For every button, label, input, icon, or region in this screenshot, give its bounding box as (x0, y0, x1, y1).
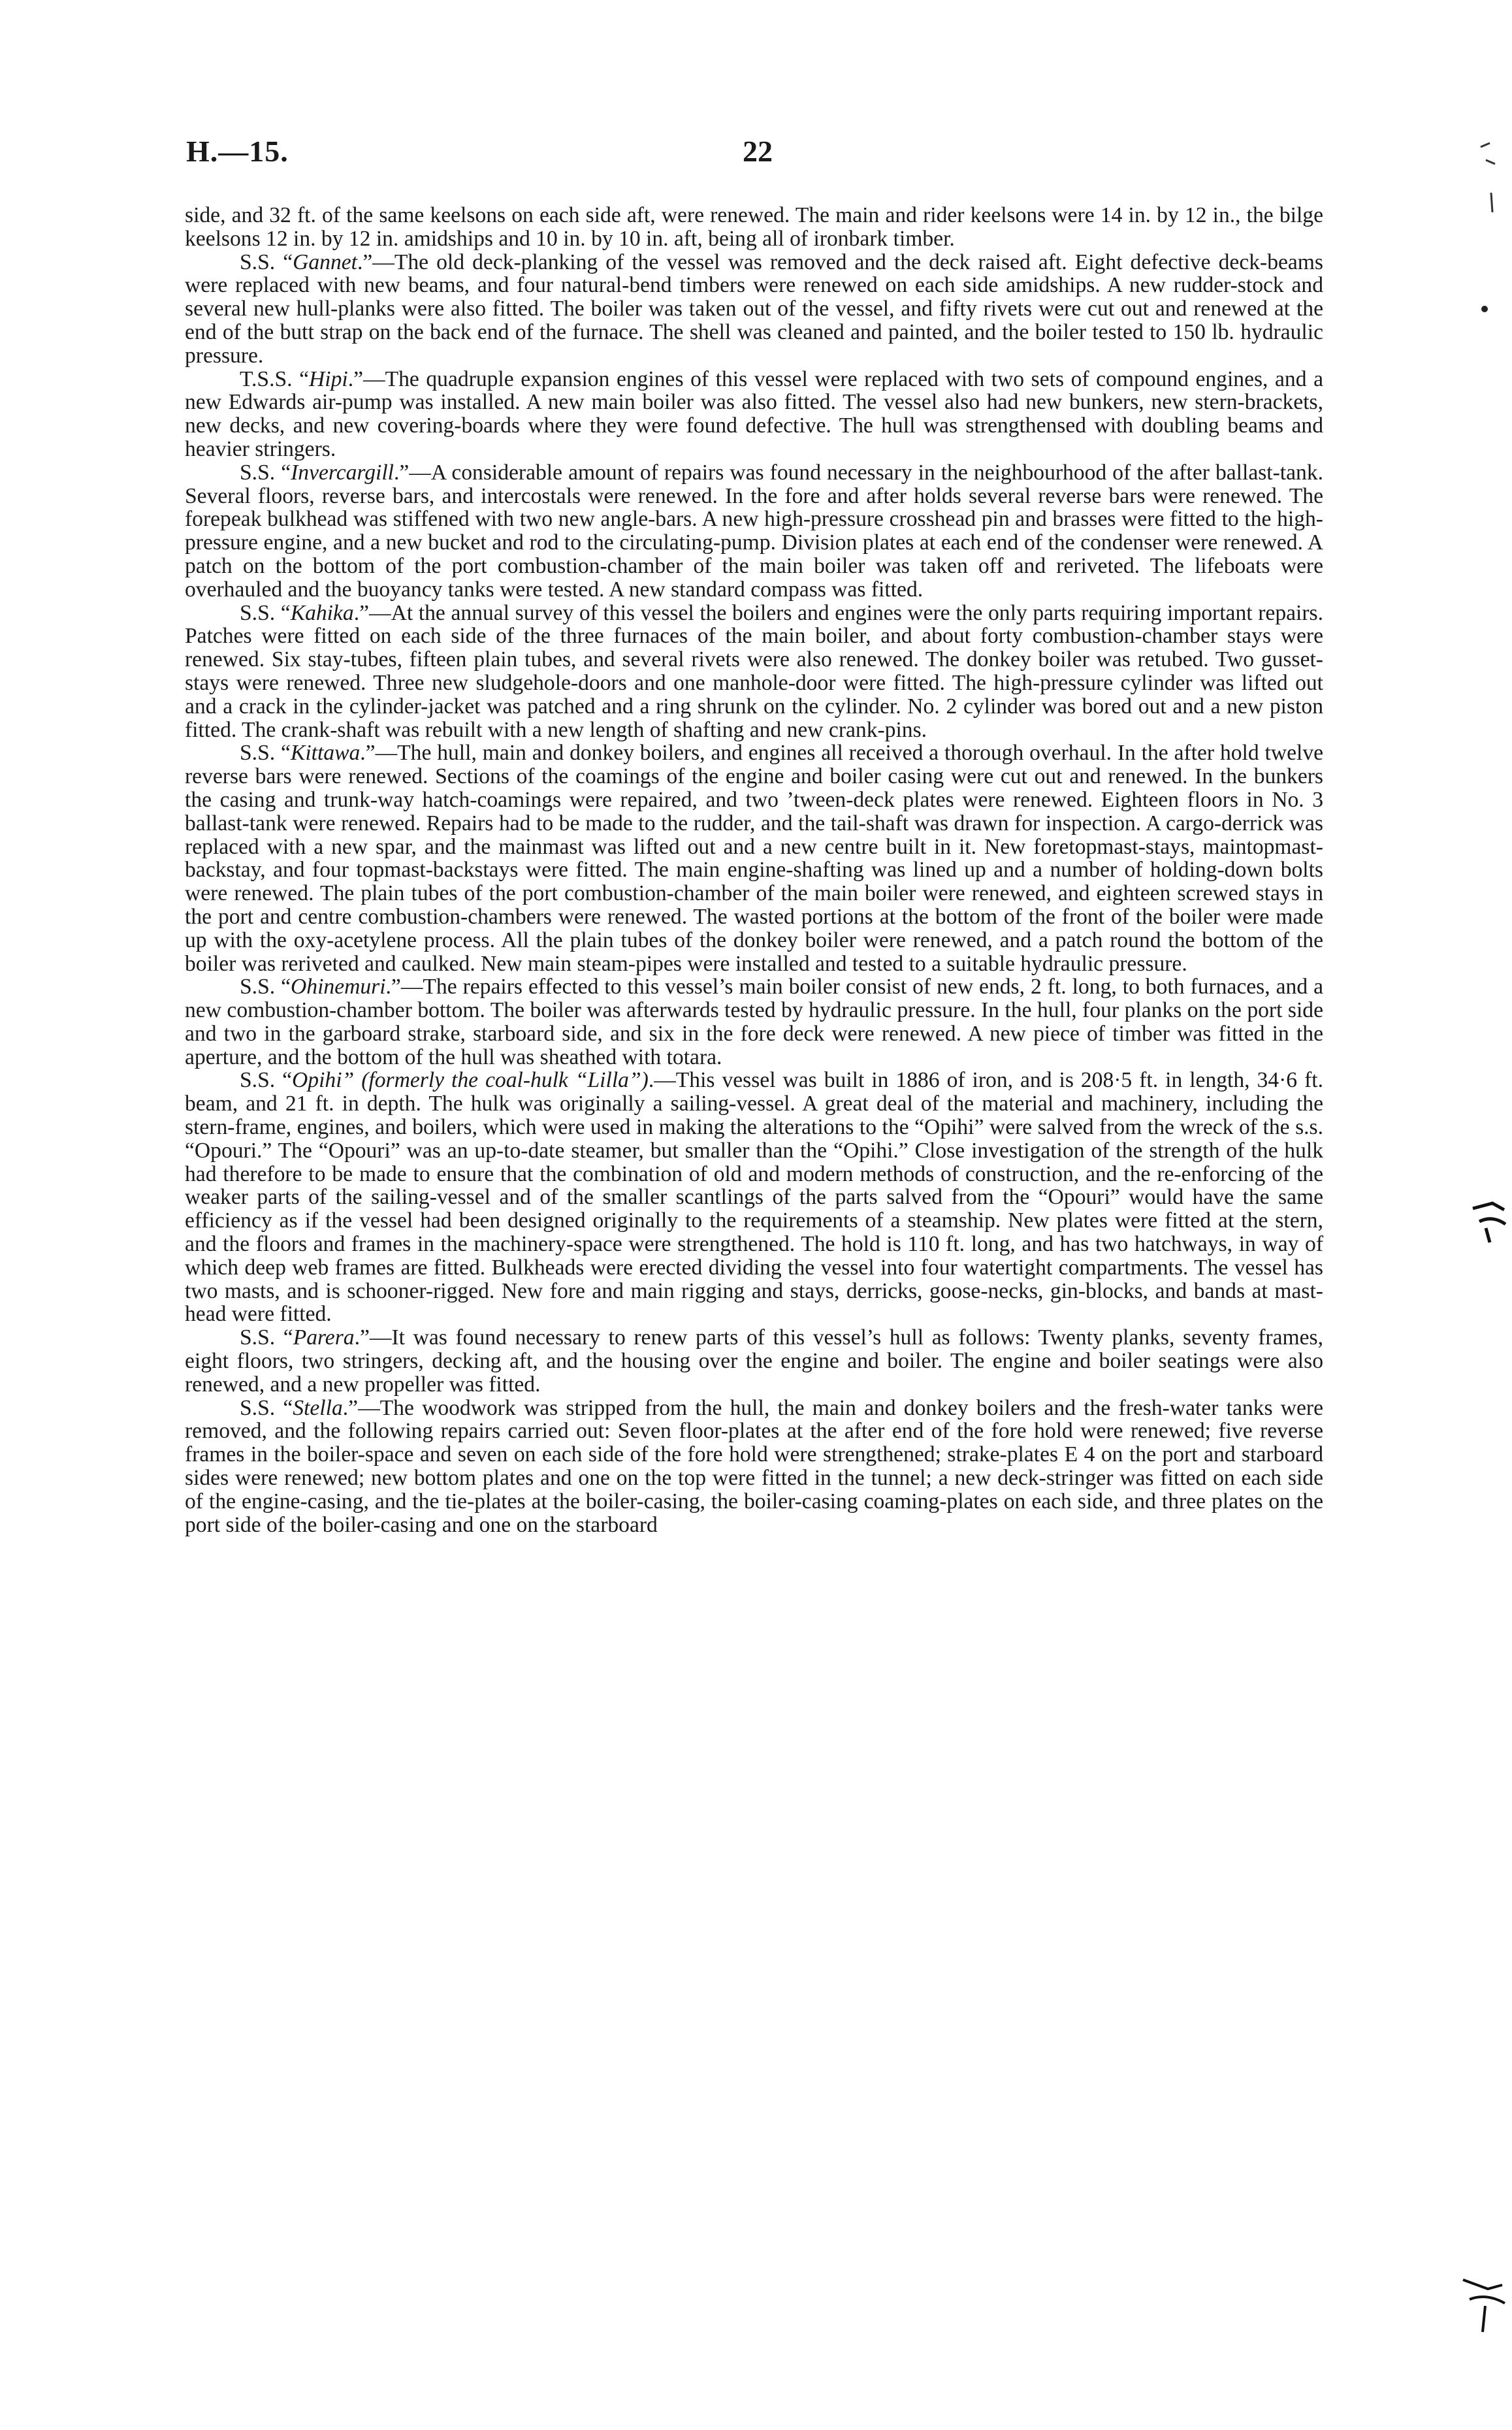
vessel-prefix: T.S.S. “ (240, 366, 310, 391)
vessel-prefix: S.S. “ (240, 975, 291, 999)
vessel-prefix: S.S. “ (240, 1325, 293, 1350)
paragraph-text: side, and 32 ft. of the same keelsons on each side aft, were renewed. The main and rider keelsons were 14 in. by 12 in., the bilge keelsons 12 in. by 12 in. amidships and 10 in. by 10 in. aft, being all of ironbark timber. (185, 203, 1323, 251)
vessel-name: Kahika (290, 600, 354, 625)
vessel-name: Gannet (293, 250, 357, 274)
paragraph-ohinemuri (185, 975, 1323, 1069)
paragraph-text: .—This vessel was built in 1886 of iron, and is 208·5 ft. in length, 34·6 ft. beam, and 21 ft. in depth. The hulk was originally a sailing-vessel. A great deal of the material and machinery, including the stern-frame, engines, and boilers, which were used in making the alterations to the “Opihi” were salved from the wreck of the s.s. “Opouri.” The “Opouri” was an up-to-date steamer, but smaller than the “Opihi.” Close investigation of the strength of the hulk had therefore to be made to ensure that the combination of old and modern methods of construction, and the re-enforcing of the weaker parts of the sailing-vessel and of the smaller scantlings of the parts salved from the “Opouri” would have the same efficiency as if the vessel had been designed originally to the requirements of a steamship. New plates were fitted at the stern, and the floors and frames in the machinery-space were strengthened. The hold is 110 ft. long, and has two hatchways, in way of which deep web frames are fitted. Bulkheads were erected dividing the vessel into four watertight compartments. The vessel has two masts, and is schooner-rigged. New fore and main rigging and stays, derricks, goose-necks, gin-blocks, and bands at mast-head were fitted. (185, 1068, 1323, 1327)
paragraph-kahika (185, 602, 1323, 742)
vessel-name: Ohinemuri (291, 975, 386, 999)
paragraph-text: .”—A considerable amount of repairs was found necessary in the neighbourhood of the after ballast-tank. Several floors, reverse bars, and intercostals were renewed. In the fore and after holds several reverse bars were renewed. The forepeak bulkhead was stiffened with two new angle-bars. A new high-pressure crosshead pin and brasses were fitted to the high-pressure engine, and a new bucket and rod to the circulating-pump. Division plates at each end of the condenser were renewed. A patch on the bottom of the port combustion-chamber of the main boiler was taken off and reriveted. The lifeboats were overhauled and the buoyancy tanks were tested. A new standard compass was fitted. (185, 460, 1324, 602)
scan-mark-bottom-right (1456, 2260, 1512, 2345)
paragraph-text: .”—At the annual survey of this vessel the boilers and engines were the only parts requiring important repairs. Patches were fitted on each side of the three furnaces of the main boiler, and about forty combustion-chamber stays were renewed. Six stay-tubes, fifteen plain tubes, and several rivets were also renewed. The donkey boiler was retubed. Two gusset-stays were renewed. Three new sludgehole-doors and one manhole-door were fitted. The high-pressure cylinder was lifted out and a crack in the cylinder-jacket was patched and a ring shrunk on the cylinder. No. 2 cylinder was bored out and a new piston fitted. The crank-shaft was rebuilt with a new length of shafting and new crank-pins. (185, 600, 1323, 742)
vessel-prefix: S.S. “ (240, 741, 291, 766)
paragraph-text: .”—The old deck-planking of the vessel was removed and the deck raised aft. Eight defective deck-beams were replaced with new beams, and four natural-bend timbers were renewed on each side amidships. A new rudder-stock and several new hull-planks were also fitted. The boiler was taken out of the vessel, and fifty rivets were cut out and renewed at the end of the butt strap on the back end of the furnace. The shell was cleaned and painted, and the boiler tested to 150 lb. hydraulic pressure. (185, 250, 1323, 368)
page-number: 22 (743, 135, 773, 168)
body-text (185, 204, 1323, 1536)
scan-mark-top-right (1473, 134, 1505, 219)
vessel-prefix: S.S. “ (240, 1068, 293, 1093)
paragraph-text: .”—The woodwork was stripped from the hull, the main and donkey boilers and the fresh-water tanks were removed, and the following repairs carried out: Seven floor-plates at the after end of the fore hold were renewed; five reverse frames in the boiler-space and seven on each side of the fore hold were strengthened; strake-plates E 4 on the port and starboard sides were renewed; new bottom plates and one on the top were fitted in the tunnel; a new deck-stringer was fitted on each side of the engine-casing, and the tie-plates at the boiler-casing, the boiler-casing coaming-plates on each side, and three plates on the port side of the boiler-casing and one on the starboard (185, 1395, 1323, 1537)
scan-mark-middle-right (1466, 1195, 1512, 1248)
paragraph-parera (185, 1326, 1323, 1396)
vessel-name: Invercargill (291, 460, 394, 485)
vessel-name: Kittawa (290, 741, 361, 766)
vessel-prefix: S.S. “ (240, 1395, 293, 1420)
scan-dot-right (1473, 297, 1499, 323)
paragraph-kittawa (185, 741, 1323, 975)
document-code: H.—15. (186, 135, 289, 168)
paragraph-text: .”—The hull, main and donkey boilers, and engines all received a thorough overhaul. In the after hold twelve reverse bars were renewed. Sections of the coamings of the engine and boiler casing were cut out and renewed. In the bunkers the casing and trunk-way hatch-coamings were repaired, and two ’tween-deck plates were renewed. Eighteen floors in No. 3 ballast-tank were renewed. Repairs had to be made to the rudder, and the tail-shaft was drawn for inspection. A cargo-derrick was replaced with a new spar, and the mainmast was lifted out and a new centre built in it. New foretopmast-stays, maintopmast-backstay, and four topmast-backstays were fitted. The main engine-shafting was lined up and a number of holding-down bolts were renewed. The plain tubes of the port combustion-chamber of the main boiler were renewed, and eighteen screwed stays in the port and centre combustion-chambers were renewed. The wasted portions at the bottom of the front of the boiler were made up with the oxy-acetylene process. All the plain tubes of the donkey boiler were renewed, and a patch round the bottom of the boiler was reriveted and caulked. New main steam-pipes were installed and tested to a suitable hydraulic pressure. (185, 741, 1324, 976)
paragraph-continuation (185, 204, 1323, 251)
paragraph-invercargill (185, 461, 1323, 602)
vessel-name: Opihi” (formerly the coal-hulk “Lilla”) (292, 1068, 649, 1093)
vessel-name: Parera (293, 1325, 355, 1350)
paragraph-hipi (185, 368, 1323, 461)
vessel-name: Stella (293, 1395, 343, 1420)
vessel-prefix: S.S. “ (240, 460, 291, 485)
paragraph-stella (185, 1397, 1323, 1537)
paragraph-text: .”—The repairs effected to this vessel’s main boiler consist of new ends, 2 ft. long, to both furnaces, and a new combustion-chamber bottom. The boiler was afterwards tested by hydraulic pressure. In the hull, four planks on the port side and two in the garboard strake, starboard side, and six in the fore deck were renewed. A new piece of timber was fitted in the aperture, and the bottom of the hull was sheathed with totara. (185, 975, 1323, 1069)
paragraph-text: .”—The quadruple expansion engines of this vessel were replaced with two sets of compound engines, and a new Edwards air-pump was installed. A new main boiler was also fitted. The vessel also had new bunkers, new stern-brackets, new decks, and new covering-boards where they were found defective. The hull was strengthensed with doubling beams and heavier stringers. (185, 366, 1323, 461)
paragraph-opihi (185, 1069, 1323, 1326)
vessel-prefix: S.S. “ (240, 250, 293, 274)
vessel-prefix: S.S. “ (240, 600, 291, 625)
page-header (186, 134, 1323, 180)
paragraph-text: .”—It was found necessary to renew parts of this vessel’s hull as follows: Twenty planks, seventy frames, eight floors, two stringers, decking aft, and the housing over the engine and boiler. The engine and boiler seatings were also renewed, and a new propeller was fitted. (185, 1325, 1323, 1397)
paragraph-gannet (185, 251, 1323, 368)
vessel-name: Hipi (309, 366, 348, 391)
